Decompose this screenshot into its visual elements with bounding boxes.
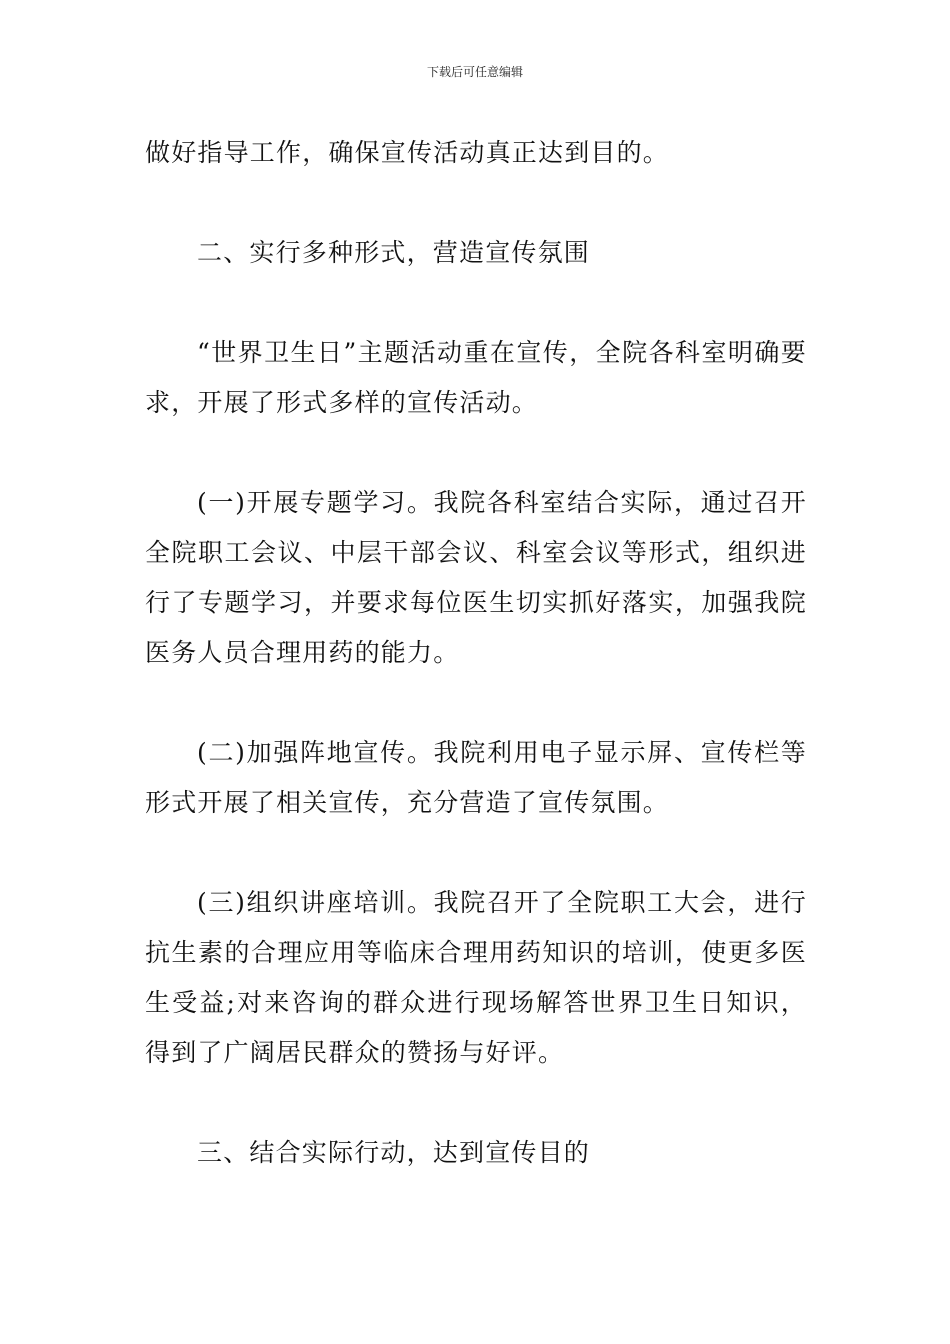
document-body [145, 128, 807, 1178]
paragraph-closing-line: 做好指导工作，确保宣传活动真正达到目的。 [145, 138, 670, 167]
page-header-note: 下载后可任意编辑 [426, 65, 523, 79]
section-heading-three: 三、结合实际行动，达到宣传目的 [197, 1138, 591, 1167]
paragraph-world-health-day: “世界卫生日”主题活动重在宣传，全院各科室明确要求，开展了形式多样的宣传活动。 [145, 338, 807, 417]
paragraph-item-three: (三)组织讲座培训。我院召开了全院职工大会，进行抗生素的合理应用等临床合理用药知识的培训，使更多医生受益;对来咨询的群众进行现场解答世界卫生日知识，得到了广阔居民群众的赞扬与好评。 [145, 888, 807, 1067]
paragraph-item-two: (二)加强阵地宣传。我院利用电子显示屏、宣传栏等形式开展了相关宣传，充分营造了宣传氛围。 [145, 738, 807, 817]
section-heading-two: 二、实行多种形式，营造宣传氛围 [197, 238, 591, 267]
paragraph-item-one: (一)开展专题学习。我院各科室结合实际，通过召开全院职工会议、中层干部会议、科室会议等形式，组织进行了专题学习，并要求每位医生切实抓好落实，加强我院医务人员合理用药的能力。 [145, 488, 807, 667]
